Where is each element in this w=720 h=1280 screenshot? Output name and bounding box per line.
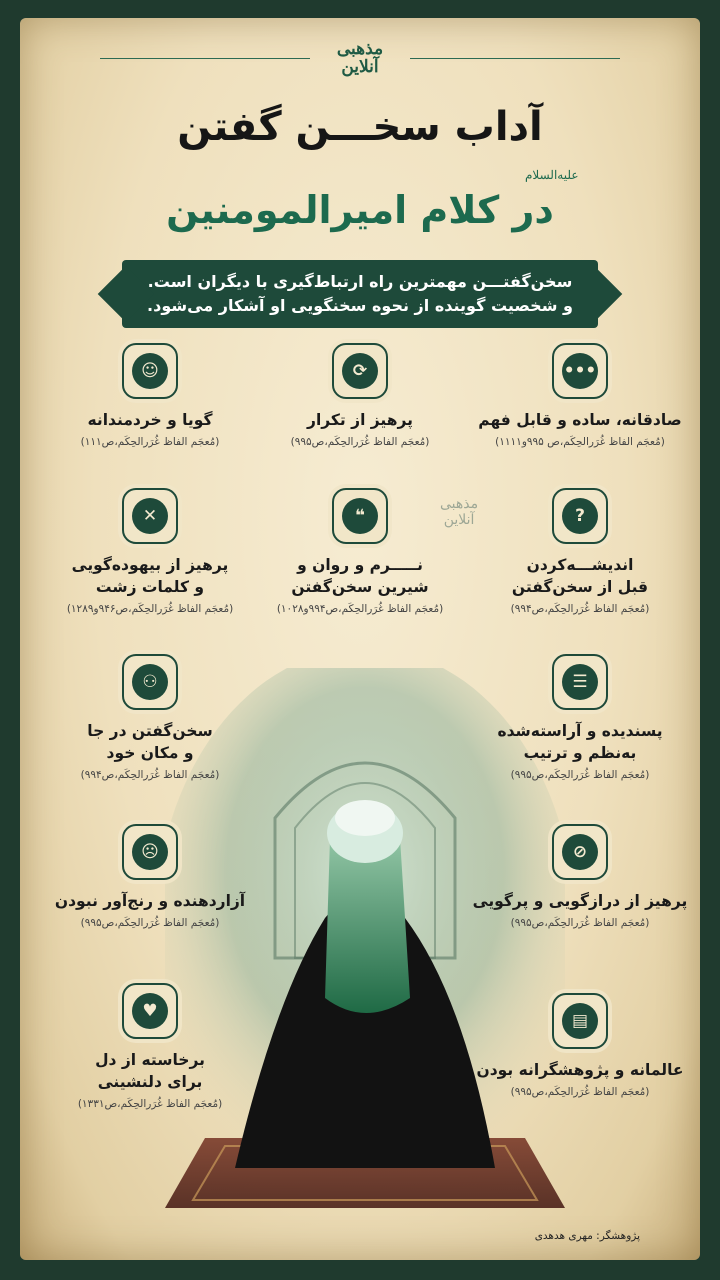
item-6: [40, 488, 260, 615]
item-title: آزاردهنده و رنج‌آور نبودن: [54, 892, 246, 910]
intro-line-1: سخن‌گفتـــن مهمترین راه ارتباط‌گیری با دیگران است.: [147, 272, 573, 291]
parchment-background: [20, 18, 700, 1260]
no-comment-icon: ⊘: [562, 834, 598, 870]
item-1: [470, 343, 690, 448]
angry-face-icon: ☹: [132, 834, 168, 870]
refresh-icon: ⟳: [342, 353, 378, 389]
item-reference: (مُعجَم الفاظ غُرَرالحِکَم،ص۹۹۴): [80, 769, 220, 781]
item-title: پسندیده و آراسته‌شده به‌نظم و ترتیب: [497, 722, 663, 762]
item-title: برخاسته از دل برای دلنشینی: [95, 1051, 205, 1091]
item-title: سخن‌گفتن در جا و مکان خود: [87, 722, 213, 762]
item-7: [470, 654, 690, 781]
item-title: صادقانه، ساده و قابل فهم: [478, 411, 682, 429]
page-title: آداب سخـــن گفتن: [177, 104, 543, 150]
item-reference: (مُعجَم الفاظ غُرَرالحِکَم،ص۹۹۵): [510, 1086, 650, 1098]
book-chat-icon: ▤: [562, 1003, 598, 1039]
item-title: نـــــرم و روان و شیرین سخن‌گفتن: [291, 556, 429, 596]
intro-line-2: و شخصیت گوینده از نحوه سخنگویی او آشکار می‌شود.: [147, 296, 573, 315]
people-group-icon: ⚇: [132, 664, 168, 700]
item-title: پرهیز از بیهوده‌گویی و کلمات زشت: [71, 556, 229, 596]
researcher-credit: پژوهشگر: مهری هدهدی: [534, 1230, 640, 1242]
item-reference: (مُعجَم الفاظ غُرَرالحِکَم،ص۱۳۳۱): [77, 1098, 223, 1110]
item-title: پرهیز از تکرار: [307, 411, 413, 429]
item-9: [470, 824, 690, 929]
item-reference: (مُعجَم الفاظ غُرَرالحِکَم،ص۹۹۵): [80, 917, 220, 929]
watermark-line-1: مذهبی: [440, 496, 479, 512]
item-reference: (مُعجَم الفاظ غُرَرالحِکَم،ص۹۴۶و۱۲۸۹): [66, 603, 234, 615]
brand-logo: [20, 40, 700, 76]
brand-line-1: مذهبی: [336, 39, 384, 59]
page-subtitle: در کلام امیرالمومنین: [166, 188, 554, 232]
watermark-line-2: آنلاین: [443, 512, 475, 528]
item-4: [470, 488, 690, 615]
head-brain-icon: ☺: [132, 353, 168, 389]
intro-banner: [122, 260, 598, 328]
item-reference: (مُعجَم الفاظ غُرَرالحِکَم،ص ۹۹۵و۱۱۱۱): [495, 436, 665, 448]
item-8: [40, 654, 260, 781]
chat-bubble-icon: •••: [562, 353, 598, 389]
item-reference: (مُعجَم الفاظ غُرَرالحِکَم،ص۹۹۵): [510, 917, 650, 929]
item-title: اندیشـــه‌کردن قبل از سخن‌گفتن: [511, 556, 649, 596]
item-title: گویا و خردمندانه: [87, 411, 213, 429]
item-reference: (مُعجَم الفاظ غُرَرالحِکَم،ص۹۹۴و۱۰۲۸): [276, 603, 444, 615]
item-reference: (مُعجَم الفاظ غُرَرالحِکَم،ص۱۱۱): [80, 436, 220, 448]
item-reference: (مُعجَم الفاظ غُرَرالحِکَم،ص۹۹۴): [510, 603, 650, 615]
thinking-head-icon: ?: [562, 498, 598, 534]
item-10: [40, 824, 260, 929]
heart-bubble-icon: ♥: [132, 993, 168, 1029]
two-bubbles-icon: ❝: [342, 498, 378, 534]
message-x-icon: ✕: [132, 498, 168, 534]
item-reference: (مُعجَم الفاظ غُرَرالحِکَم،ص۹۹۵): [290, 436, 430, 448]
item-reference: (مُعجَم الفاظ غُرَرالحِکَم،ص۹۹۵): [510, 769, 650, 781]
item-12: [40, 983, 260, 1110]
item-5: [250, 488, 470, 615]
brand-line-2: آنلاین: [341, 57, 379, 77]
list-icon: ☰: [562, 664, 598, 700]
item-title: پرهیز از درازگویی و پرگویی: [472, 892, 688, 910]
item-title: عالمانه و پژوهشگرانه بودن: [476, 1061, 684, 1079]
honorific-calligraphy: علیه‌السلام: [525, 168, 579, 182]
item-11: [470, 993, 690, 1098]
item-3: [40, 343, 260, 448]
item-2: [250, 343, 470, 448]
